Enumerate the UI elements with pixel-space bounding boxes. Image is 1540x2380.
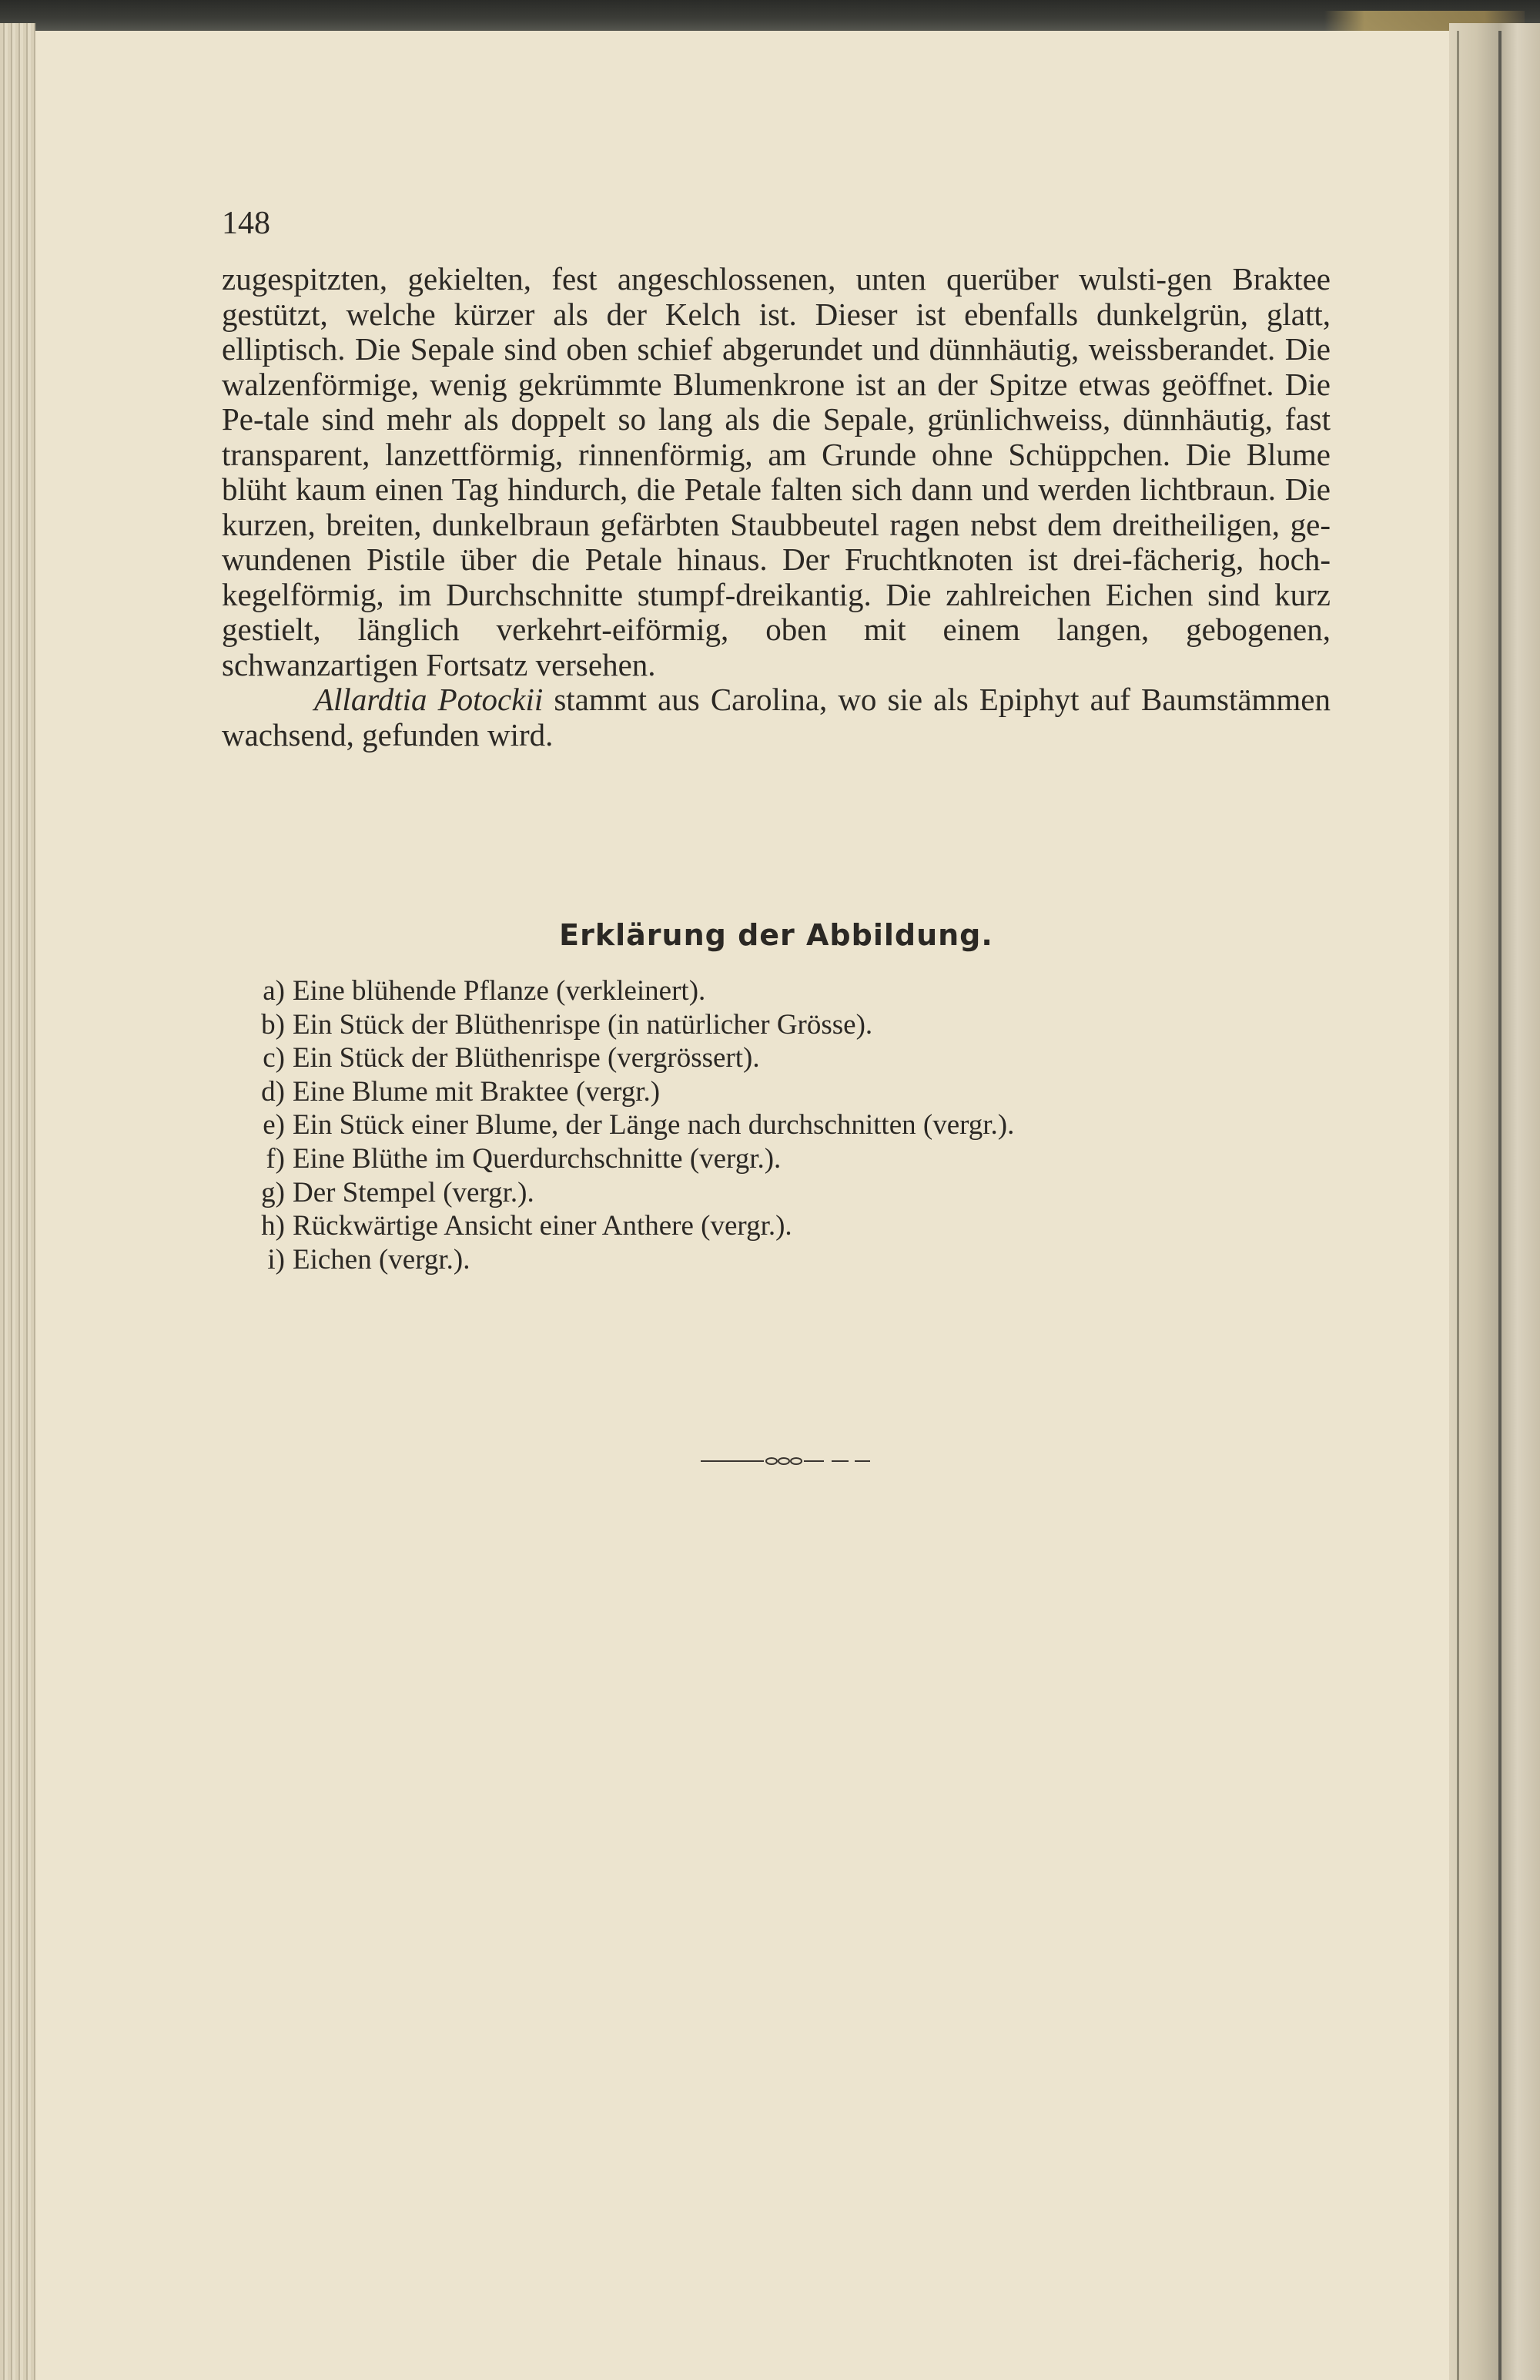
ornament-divider-icon xyxy=(701,1450,870,1473)
legend-text: Eine Blüthe im Querdurchschnitte (vergr.). xyxy=(293,1142,782,1175)
legend-item xyxy=(245,1108,1014,1142)
legend-letter: d) xyxy=(261,1075,285,1108)
legend-text: Rückwärtige Ansicht einer Anthere (vergr.). xyxy=(293,1210,792,1242)
legend-letter: g) xyxy=(261,1176,285,1208)
legend-text: Eine Blume mit Braktee (vergr.) xyxy=(293,1075,661,1108)
legend-letter: a) xyxy=(263,975,285,1007)
page-number: 148 xyxy=(222,206,270,241)
species-name: Allardtia Potockii xyxy=(314,682,544,717)
binding-shadow xyxy=(1498,31,1502,2380)
legend-letter: b) xyxy=(261,1008,285,1041)
legend-item xyxy=(245,1176,1014,1210)
page-stack-left xyxy=(0,23,35,2380)
legend-item xyxy=(245,1209,1014,1243)
body-text xyxy=(222,262,1331,753)
page-stack-right xyxy=(1449,23,1540,2380)
book-top-edge xyxy=(0,0,1540,31)
legend-text: Eichen (vergr.). xyxy=(293,1243,470,1275)
legend-letter: h) xyxy=(261,1210,285,1242)
legend-text: Der Stempel (vergr.). xyxy=(293,1176,534,1208)
legend-letter: i) xyxy=(267,1243,285,1275)
paragraph: zugespitzten, gekielten, fest angeschlossenen, unten querüber wulsti-gen Braktee gestützt, welche kürzer als der Kelch ist. Dieser ist ebenfalls dunkelgrün, glatt, elliptisch. Die Sepale sind oben schief abgerundet und dünnhäutig, weissberandet. Die walzenförmige, wenig gekrümmte Blumenkrone ist an der Spitze etwas geöffnet. Die Pe-tale sind mehr als doppelt so lang als die Sepale, grünlichweiss, dünnhäutig, fast transparent, lanzettförmig, rinnenförmig, am Grunde ohne Schüppchen. Die Blume blüht kaum einen Tag hindurch, die Petale falten sich dann und werden lichtbraun. Die kurzen, breiten, dunkelbraun gefärbten Staubbeutel ragen nebst dem dreitheiligen, ge-wundenen Pistile über die Petale hinaus. Der Fruchtknoten ist drei-fächerig, hoch-kegelförmig, im Durchschnitte stumpf-dreikantig. Die zahlreichen Eichen sind kurz gestielt, länglich verkehrt-eiförmig, oben mit einem langen, gebogenen, schwanzartigen Fortsatz versehen. xyxy=(222,261,1331,682)
legend-letter: f) xyxy=(266,1142,285,1175)
legend-text: Ein Stück einer Blume, der Länge nach durchschnitten (vergr.). xyxy=(293,1109,1015,1141)
legend-heading: Erklärung der Abbildung. xyxy=(559,918,993,952)
paragraph-species xyxy=(222,682,1331,753)
legend-letter: c) xyxy=(263,1042,285,1074)
legend-letter: e) xyxy=(263,1109,285,1141)
legend-text: Ein Stück der Blüthenrispe (vergrössert). xyxy=(293,1042,760,1074)
legend-item xyxy=(245,1243,1014,1277)
legend-item xyxy=(245,974,1014,1008)
legend-text: Eine blühende Pflanze (verkleinert). xyxy=(293,975,706,1007)
legend-list xyxy=(245,974,1014,1276)
legend-item xyxy=(245,1142,1014,1176)
binding-line xyxy=(1457,31,1459,2380)
legend-item xyxy=(245,1075,1014,1109)
legend-item xyxy=(245,1008,1014,1042)
legend-item xyxy=(245,1041,1014,1075)
legend-text: Ein Stück der Blüthenrispe (in natürlicher Grösse). xyxy=(293,1008,873,1041)
species-text: stammt aus Carolina, wo sie als Epiphyt auf Baumstämmen wachsend, gefunden wird. xyxy=(222,682,1331,753)
